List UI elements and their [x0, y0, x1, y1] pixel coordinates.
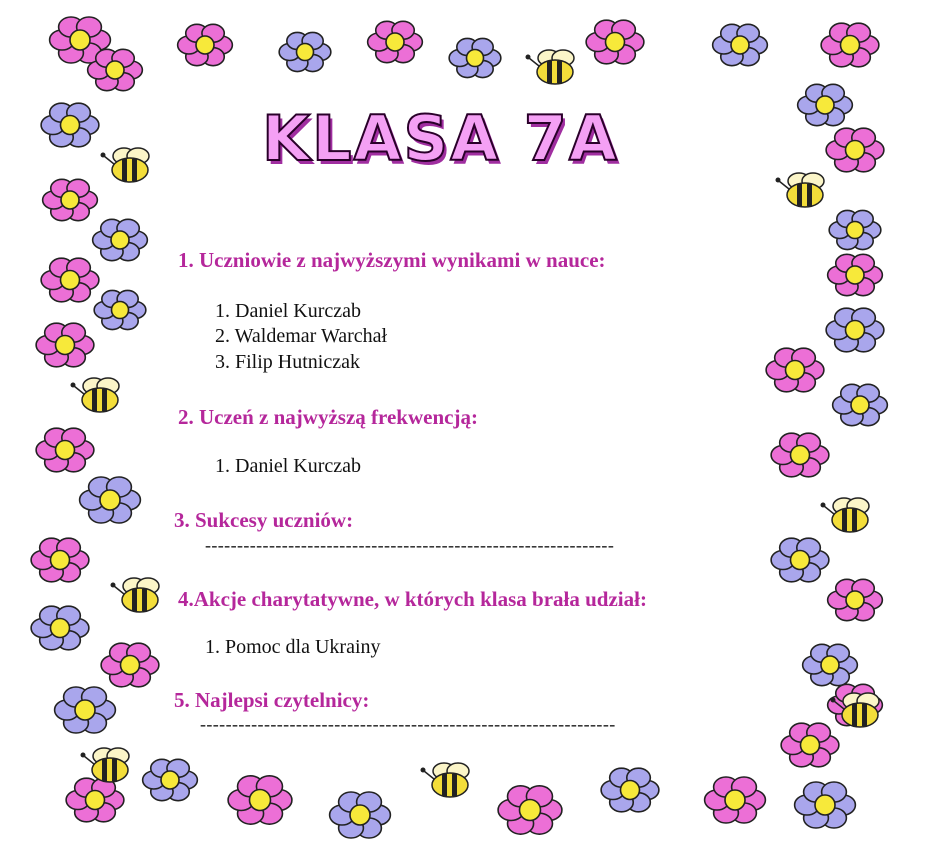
flower-icon	[279, 32, 331, 71]
flower-icon	[36, 323, 94, 367]
flower-icon	[771, 433, 829, 477]
blank-line: -----------------------------------------------------------------	[200, 714, 616, 734]
section-heading-charity: 4.Akcje charytatywne, w których klasa brała udział:	[178, 587, 647, 611]
flower-icon	[766, 348, 824, 392]
flower-icon	[41, 258, 99, 302]
section-heading-attendance: 2. Uczeń z najwyższą frekwencją:	[178, 405, 478, 429]
flower-icon	[31, 538, 89, 582]
flower-icon	[833, 384, 888, 425]
bee-icon	[821, 498, 870, 532]
flower-icon	[781, 723, 839, 767]
flower-icon	[178, 24, 233, 65]
flower-icon	[80, 477, 141, 523]
flower-icon	[771, 538, 829, 582]
bee-icon	[101, 148, 150, 182]
flower-icon	[828, 254, 883, 295]
list-item: 1. Daniel Kurczab	[215, 300, 362, 322]
section-heading-successes: 3. Sukcesy uczniów:	[174, 508, 354, 532]
flower-icon	[41, 103, 99, 147]
list-item: 1. Pomoc dla Ukrainy	[205, 636, 381, 658]
flower-icon	[498, 786, 562, 834]
flower-icon	[798, 84, 853, 125]
flower-icon	[826, 308, 884, 352]
flower-icon	[795, 782, 856, 828]
bee-icon	[111, 578, 160, 612]
flower-icon	[66, 778, 124, 822]
bee-icon	[526, 50, 575, 84]
flower-icon	[803, 644, 858, 685]
flower-icon	[705, 777, 766, 823]
flower-icon	[829, 210, 881, 249]
flower-icon	[449, 38, 501, 77]
section-heading-readers: 5. Najlepsi czytelnicy:	[174, 688, 370, 712]
flower-icon	[143, 759, 198, 800]
flower-icon	[828, 579, 883, 620]
flower-icon	[55, 687, 116, 733]
list-item: 2. Waldemar Warchał	[215, 325, 388, 347]
bee-icon	[776, 173, 825, 207]
flower-icon	[821, 23, 879, 67]
section-heading-top-students: 1. Uczniowie z najwyższymi wynikami w nauce:	[178, 248, 606, 272]
flower-icon	[94, 290, 146, 329]
blank-line: ----------------------------------------------------------------	[205, 535, 615, 555]
flower-icon	[228, 776, 292, 824]
flower-icon	[88, 49, 143, 90]
page-title: KLASA 7A	[262, 102, 619, 175]
flower-icon	[826, 128, 884, 172]
bee-icon	[71, 378, 120, 412]
flower-icon	[101, 643, 159, 687]
flower-icon	[368, 21, 423, 62]
flower-icon	[93, 219, 148, 260]
list-item: 3. Filip Hutniczak	[215, 351, 360, 373]
list-item: 1. Daniel Kurczab	[215, 455, 362, 477]
flower-icon	[330, 792, 391, 838]
bee-icon	[81, 748, 130, 782]
flower-icon	[586, 20, 644, 64]
flower-icon	[43, 179, 98, 220]
flower-icon	[36, 428, 94, 472]
bee-icon	[421, 763, 470, 797]
flower-icon	[713, 24, 768, 65]
flower-icon	[601, 768, 659, 812]
flower-icon	[31, 606, 89, 650]
